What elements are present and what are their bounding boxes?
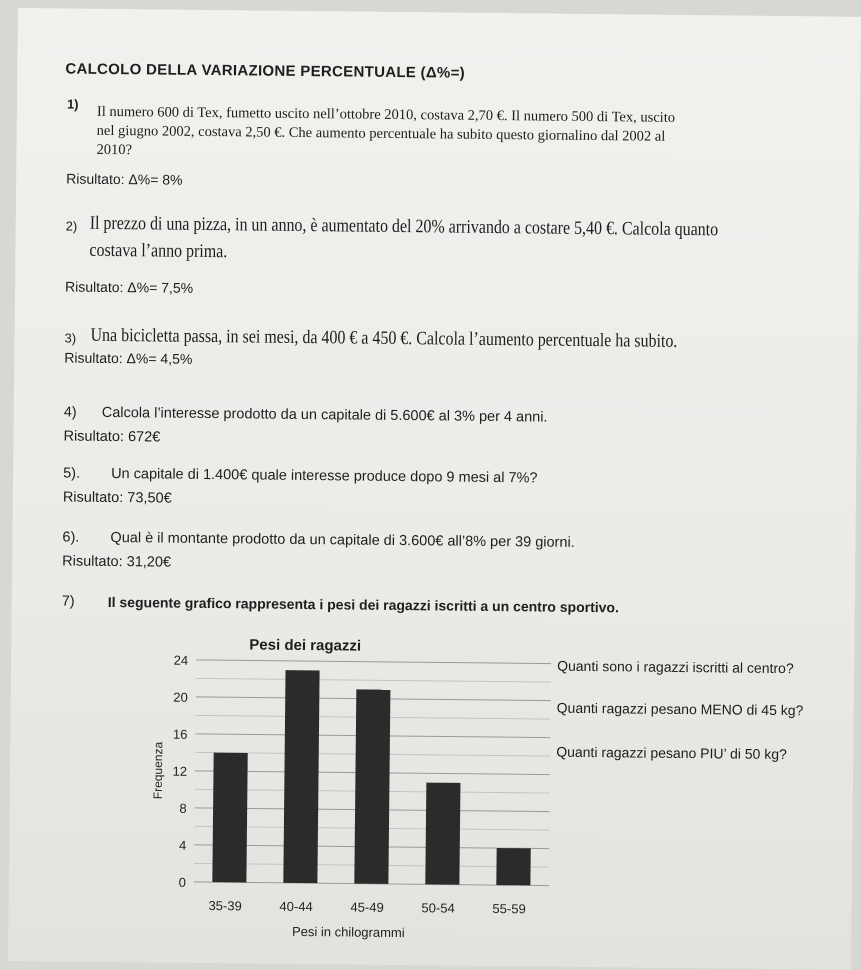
exercise-3-result: Risultato: Δ%= 4,5%: [64, 349, 193, 367]
y-tick-label: 20: [173, 689, 188, 705]
bar-45-49: [354, 689, 390, 884]
y-axis-label: Frequenza: [150, 741, 166, 800]
gridline: [196, 678, 551, 682]
exercise-2-result: Risultato: Δ%= 7,5%: [65, 278, 194, 296]
exercise-1-line-2: nel giugno 2002, costava 2,50 €. Che aumento percentuale ha subito questo giornalino dal 2002 al: [96, 122, 666, 145]
x-tick-label: 45-49: [350, 899, 384, 915]
exercise-5-result: Risultato: 73,50€: [62, 489, 172, 507]
exercise-6-result: Risultato: 31,20€: [62, 553, 172, 571]
bar-40-44: [283, 670, 319, 883]
exercise-3-line-1: Una bicicletta passa, in sei mesi, da 400 € a 450 €. Calcola l’aumento percentuale ha subito.: [90, 324, 678, 352]
chart-title: Pesi dei ragazzi: [249, 636, 362, 655]
exercise-1-result: Risultato: Δ%= 8%: [66, 170, 183, 188]
x-tick-label: 55-59: [492, 901, 526, 917]
exercise-2-number: 2): [65, 218, 78, 234]
exercise-5-number: 5).: [63, 465, 81, 482]
y-tick-label: 24: [173, 652, 189, 668]
x-tick-label: 40-44: [279, 898, 313, 915]
y-tick-label: 16: [172, 726, 188, 742]
x-axis-label: Pesi in chilogrammi: [291, 923, 405, 941]
y-tick-label: 12: [172, 763, 188, 779]
y-tick-label: 0: [178, 874, 186, 890]
gridline: [196, 660, 551, 664]
histogram-chart: [108, 649, 561, 944]
question-3: Quanti ragazzi pesano PIU’ di 50 kg?: [556, 743, 787, 763]
y-tick-label: 8: [179, 800, 187, 816]
bar-50-54: [425, 783, 460, 885]
exercise-3-number: 3): [64, 330, 77, 346]
exercise-4-result: Risultato: 672€: [63, 428, 161, 446]
x-tick-label: 35-39: [208, 898, 242, 914]
worksheet-page: [8, 8, 861, 970]
exercise-1-line-1: Il numero 600 di Tex, fumetto uscito nell’ottobre 2010, costava 2,70 €. Il numero 500 di Tex, uscito: [96, 103, 676, 126]
x-tick-label: 50-54: [421, 900, 455, 916]
bar-55-59: [496, 848, 530, 885]
question-1: Quanti sono i ragazzi iscritti al centro?: [557, 657, 794, 677]
bar-35-39: [212, 753, 247, 883]
exercise-5-line-1: Un capitale di 1.400€ quale interesse produce dopo 9 mesi al 7%?: [111, 466, 538, 487]
exercise-2-line-2: costava l’anno prima.: [89, 239, 228, 263]
exercise-7-line-1: Il seguente grafico rappresenta i pesi dei ragazzi iscritti a un centro sportivo.: [107, 593, 619, 616]
page-title: CALCOLO DELLA VARIAZIONE PERCENTUALE (Δ%=): [65, 60, 466, 82]
exercise-7-number: 7): [61, 593, 75, 610]
exercise-2-line-1: Il prezzo di una pizza, in un anno, è aumentato del 20% arrivando a costare 5,40 €. Calcola quanto: [89, 212, 719, 241]
y-tick-label: 4: [178, 837, 187, 853]
exercise-4-number: 4): [63, 404, 77, 421]
exercise-6-line-1: Qual è il montante prodotto da un capitale di 3.600€ all’8% per 39 giorni.: [110, 529, 575, 551]
exercise-6-number: 6).: [62, 529, 80, 546]
exercise-1-line-3: 2010?: [96, 141, 133, 159]
exercise-4-line-1: Calcola l’interesse prodotto da un capitale di 5.600€ al 3% per 4 anni.: [101, 404, 548, 426]
question-2: Quanti ragazzi pesano MENO di 45 kg?: [556, 699, 804, 719]
exercise-1-number: 1): [66, 96, 79, 112]
